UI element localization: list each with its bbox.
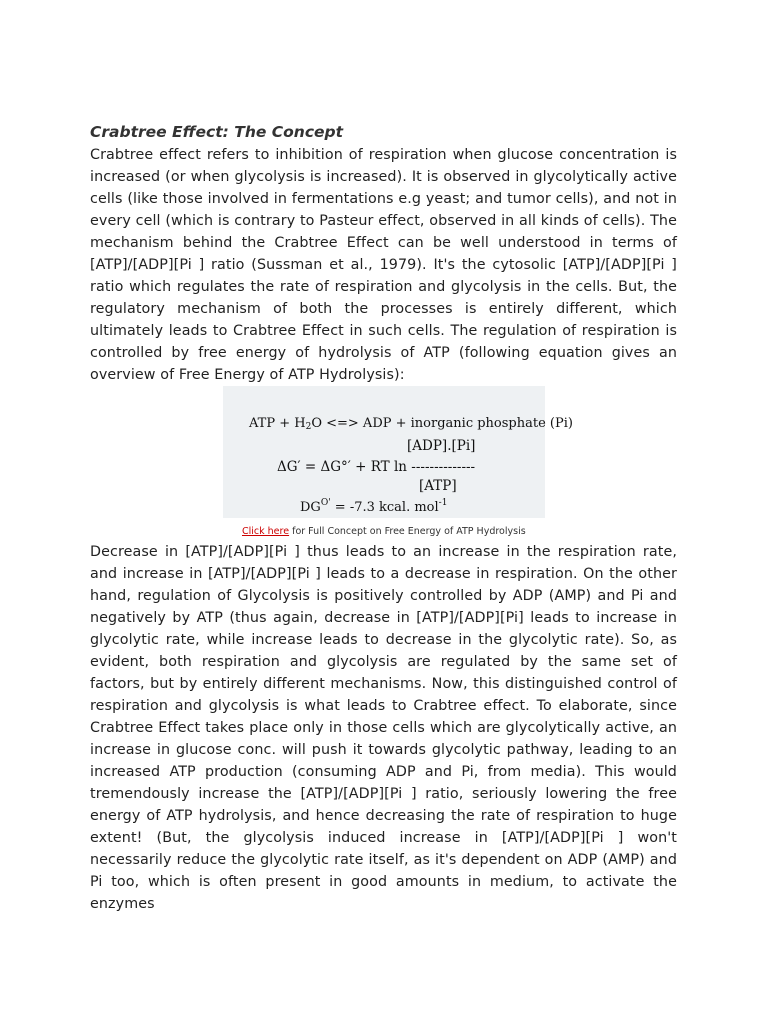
- paragraph-intro: Crabtree effect refers to inhibition of respiration when glucose concentration is increased (or when glycolysis is increased). It is observed in glycolytically active cells (like those involved in fermentations e.g yeast; and tumor cells), and not in every cell (which is contrary to Pasteur effect, observed in all kinds of cells). The mechanism behind the Crabtree Effect can be well understood in terms of [ATP]/[ADP][Pi ] ratio (Sussman et al., 1979). It's the cytosolic [ATP]/[ADP][Pi ] ratio which regulates the rate of respiration and glycolysis in the cells. But, the regulatory mechanism of both the processes is entirely different, which ultimately leads to Crabtree Effect in such cells. The regulation of respiration is controlled by free energy of hydrolysis of ATP (following equation gives an overview of Free Energy of ATP Hydrolysis):: [90, 147, 677, 383]
- equation-main: ΔG′ = ΔG°′ + RT ln --------------: [277, 459, 476, 475]
- equation-reaction-line: ATP + $H_2O$ <=> ADP + inorganic phosphate (Pi): [249, 416, 573, 432]
- equation-numerator: [ADP].[Pi]: [407, 438, 476, 454]
- figure-caption: [242, 526, 526, 537]
- equation-denominator: [ATP]: [419, 478, 457, 494]
- equation-figure: [223, 386, 573, 518]
- section-title: Crabtree Effect: The Concept: [90, 123, 344, 141]
- equation-standard-energy: $DG^{O'} = -7.3$ kcal. mol$^{-1}$: [300, 498, 448, 515]
- paragraph-mechanism: Decrease in [ATP]/[ADP][Pi ] thus leads to an increase in the respiration rate, and increase in [ATP]/[ADP][Pi ] leads to a decrease in respiration. On the other hand, regulation of Glycolysis is positively controlled by ADP (AMP) and Pi and negatively by ATP (thus again, decrease in [ATP]/[ADP][Pi] leads to increase in glycolytic rate, while increase leads to decrease in the glycolytic rate). So, as evident, both respiration and glycolysis are regulated by the same set of factors, but by entirely different mechanisms. Now, this distinguished control of respiration and glycolysis is what leads to Crabtree effect. To elaborate, since Crabtree Effect takes place only in those cells which are glycolytically active, an increase in glucose conc. will push it towards glycolytic pathway, leading to an increased ATP production (consuming ADP and Pi, from media). This would tremendously increase the [ATP]/[ADP][Pi ] ratio, seriously lowering the free energy of ATP hydrolysis, and hence decreasing the rate of respiration to huge extent! (But, the glycolysis induced increase in [ATP]/[ADP][Pi ] won't necessarily reduce the glycolytic rate itself, as it's dependent on ADP (AMP) and Pi too, which is often present in good amounts in medium, to activate the enzymes: [90, 544, 677, 912]
- caption-text: for Full Concept on Free Energy of ATP Hydrolysis: [289, 526, 526, 537]
- click-here-link[interactable]: Click here: [242, 526, 290, 537]
